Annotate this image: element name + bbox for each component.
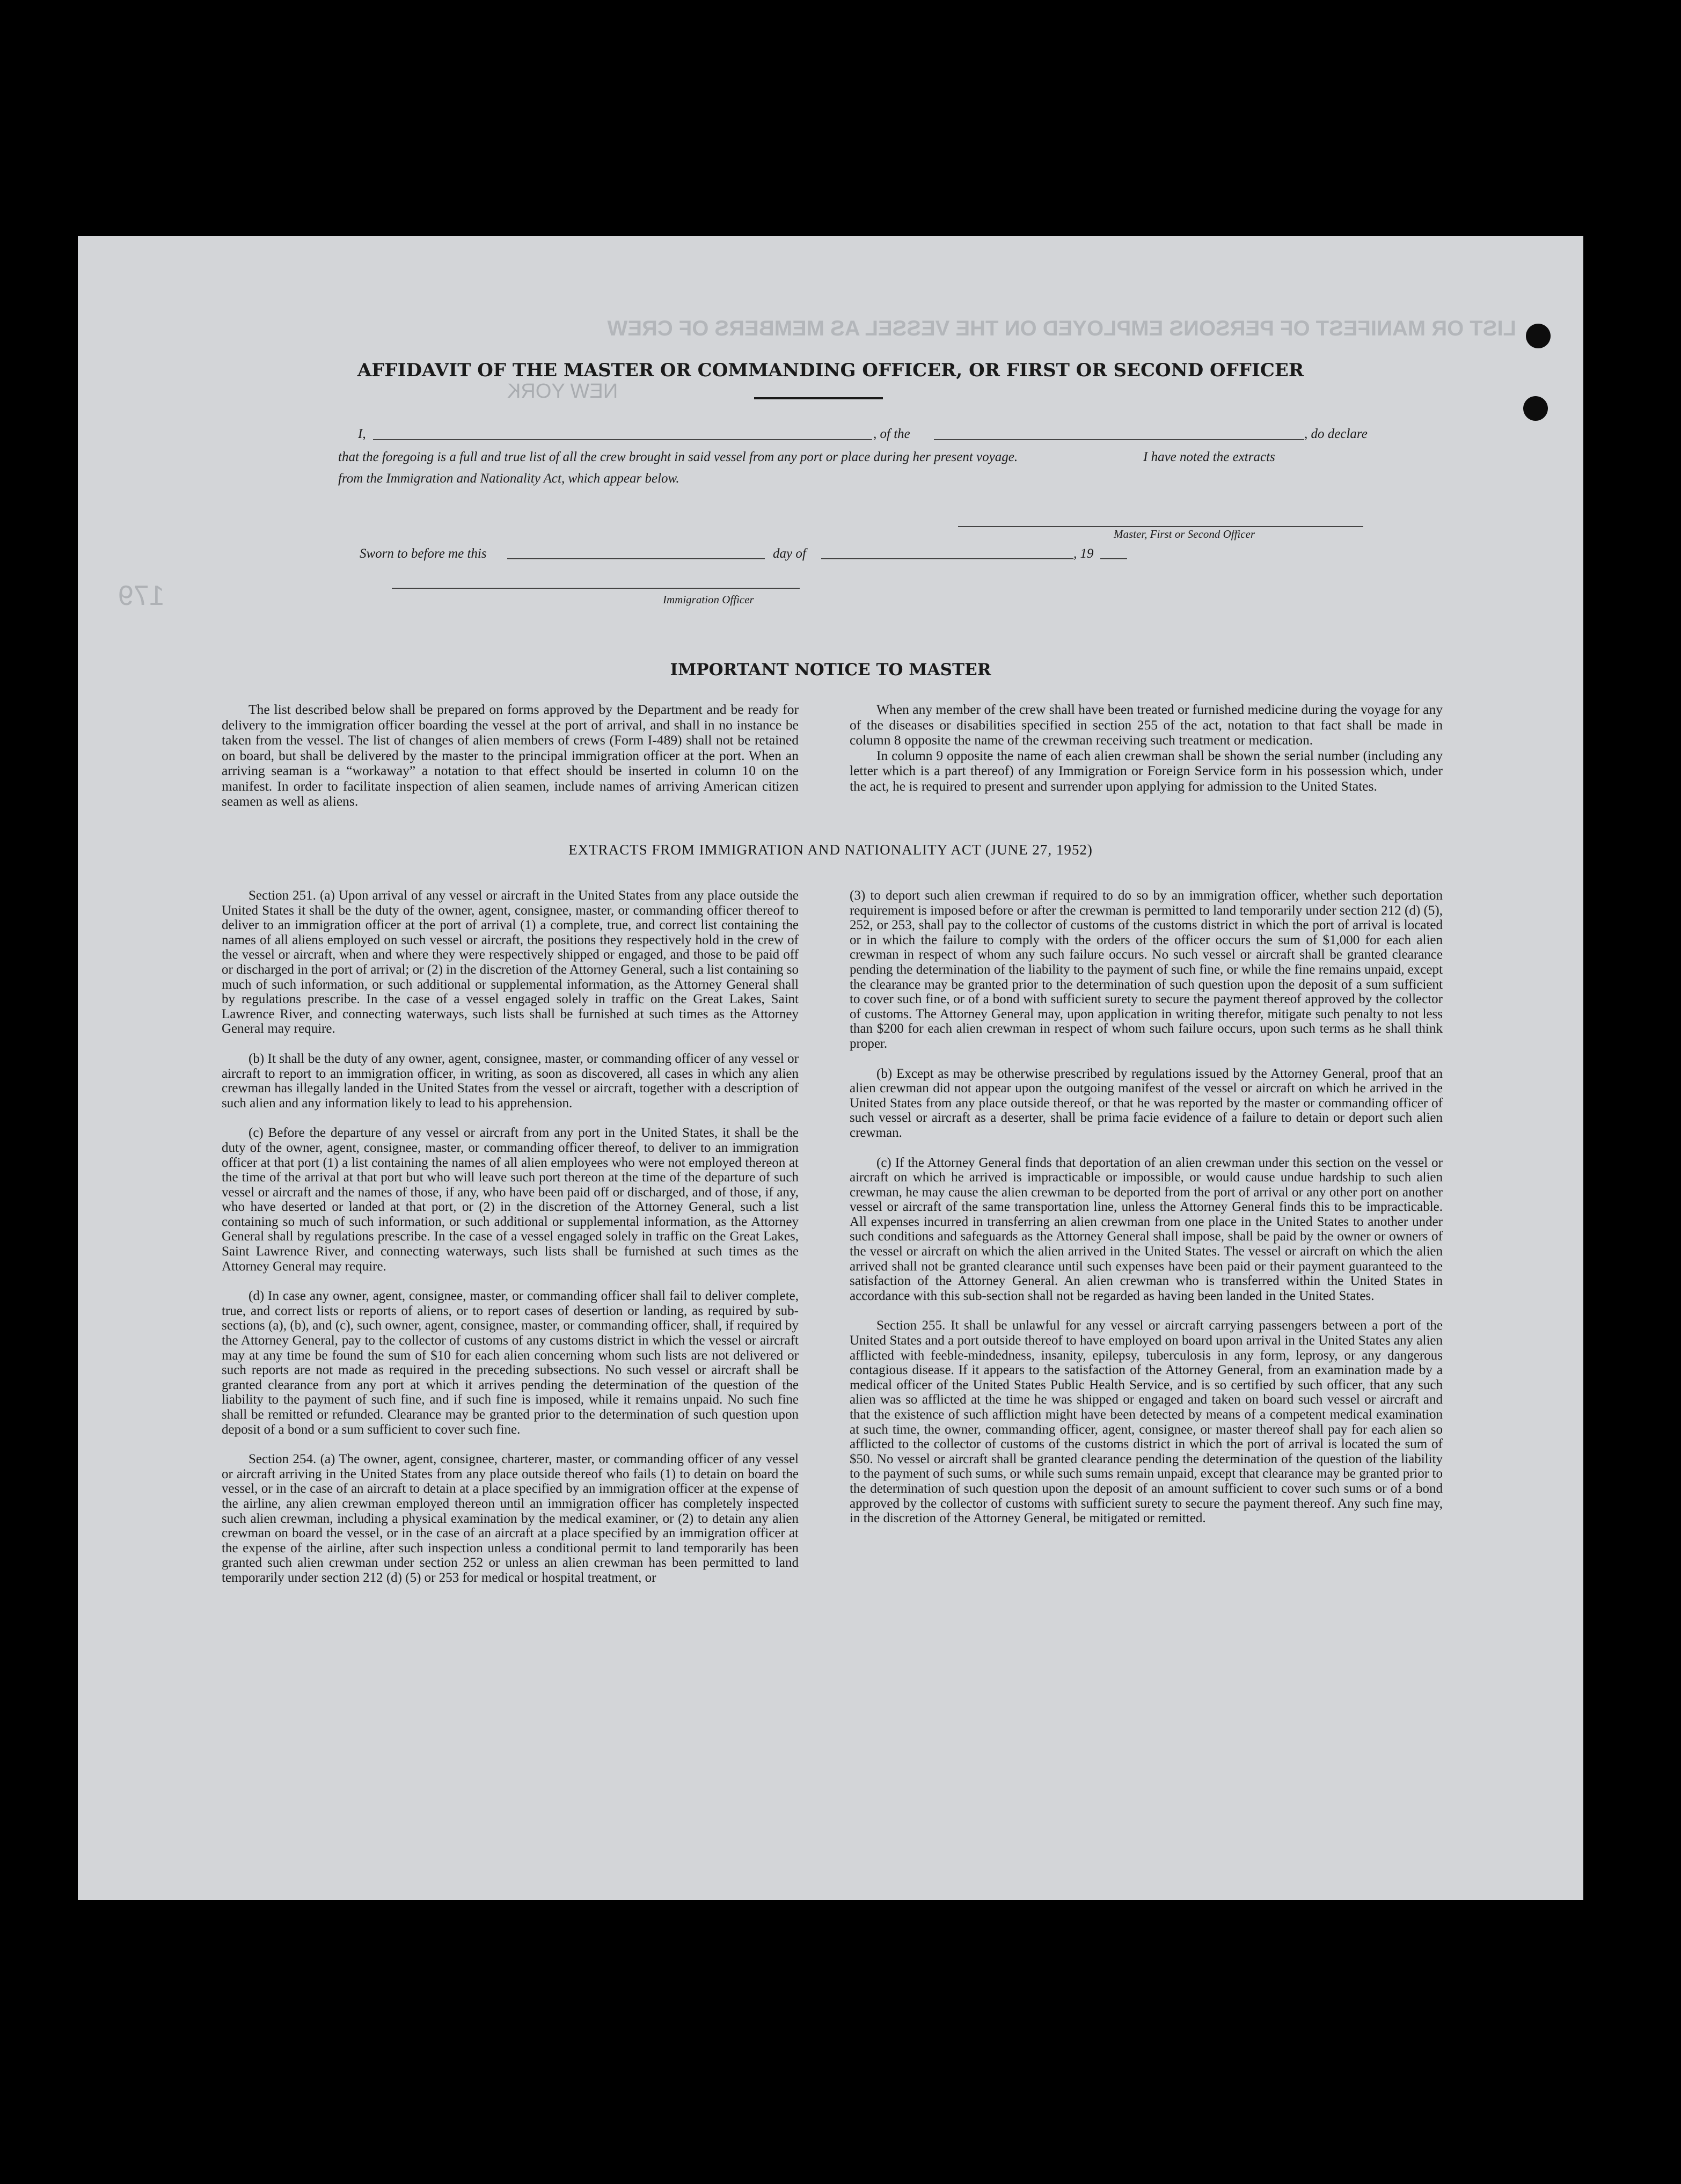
notice-title: IMPORTANT NOTICE TO MASTER	[670, 660, 991, 680]
vessel-line	[934, 439, 1304, 440]
notice-left-paragraph: The list described below shall be prepared on forms approved by the Department and be ready for delivery to the immigration officer boarding the vessel at the port of arrival, and shall in no instance be taken from the vessel. The list of changes of alien members of crews (Form I-489) shall not be retained on board, but shall be delivered by the master to the principal immigration officer at the port. When an arriving seaman is a “workaway” a notation to that effect should be inserted in column 10 on the manifest. In order to facilitate inspection of alien seamen, include names of arriving American citizen seamen as well as aliens.	[222, 702, 799, 809]
i-label: I,	[358, 427, 366, 441]
sworn-label: Sworn to before me this	[360, 546, 487, 561]
section-254-c: (c) If the Attorney General finds that deportation of an alien crewman under this section on the vessel or aircraft on which he arrived is impracticable or impossible, or would cause undue hardship to such alien crewman, he may cause the alien crewman to be deported from the port of arrival or any other port on another vessel or aircraft of the same transportation line, unless the Attorney General finds this to be impracticable. All expenses incurred in transferring an alien crewman from one place in the United States to another under such conditions and safeguards as the Attorney General shall impose, shall be paid by the owner or owners of the vessel or aircraft on which the alien arrived in the United States. The vessel or aircraft on which the alien arrived shall not be granted clearance until such expenses have been paid or their payment guaranteed to the satisfaction of the Attorney General. An alien crewman who is transferred within the United States in accordance with this sub-section shall not be regarded as having been landed in the United States.	[850, 1155, 1443, 1303]
document-page	[78, 236, 1583, 1900]
extracts-right-column	[850, 888, 1443, 1526]
section-254-a-continued: (3) to deport such alien crewman if required to do so by an immigration officer, whether such deportation requirement is imposed before or after the crewman is permitted to land temporarily under section 212 (d) (5), 252, or 253, shall pay to the collector of customs of the customs district in which the port of arrival is located or in which the failure to comply with the orders of the officer occurs the sum of $1,000 for each alien crewman in respect of whom any such failure occurs. No such vessel or aircraft shall be granted clearance pending the determination of the liability to the payment of such fine, or while the fine remains unpaid, except the clearance may be granted prior to the determination of such question upon the deposit of a sum sufficient to cover such fine, or of a bond with sufficient surety to secure the payment thereof approved by the collector of customs. The Attorney General may, upon application in writing therefor, mitigate such penalty to not less than $200 for each alien crewman in respect of whom such failure occurs, upon such terms as he shall think proper.	[850, 888, 1443, 1051]
year-line	[1100, 558, 1127, 559]
notice-right-paragraph-2: In column 9 opposite the name of each alien crewman shall be shown the serial number (including any letter which is a part thereof) of any Immigration or Foreign Service form in his possession which, under the act, he is required to present and surrender upon applying for admission to the United States.	[850, 747, 1443, 794]
bleed-through-number: 179	[118, 580, 165, 611]
bleed-through-port: NEW YORK	[507, 380, 618, 403]
affidavit-statement: that the foregoing is a full and true list of all the crew brought in said vessel from any port or place during her present voyage.	[338, 450, 1018, 464]
do-declare-label: , do declare	[1304, 427, 1368, 441]
affidavit-statement-extracts: I have noted the extracts	[1143, 450, 1275, 464]
section-254-b: (b) Except as may be otherwise prescribed by regulations issued by the Attorney General, proof that an alien crewman did not appear upon the outgoing manifest of the vessel or aircraft on which he arrived in the United States from any place outside thereof, or that he was reported by the master or commanding officer of such vessel or aircraft as a deserter, shall be prima facie evidence of a failure to detain or deport such alien crewman.	[850, 1066, 1443, 1140]
signature-line	[958, 526, 1363, 527]
month-line	[821, 558, 1073, 559]
section-251-c: (c) Before the departure of any vessel or aircraft from any port in the United States, it shall be the duty of the owner, agent, consignee, master, or commanding officer thereof, to deliver to an immigration officer at that port (1) a list containing the names of all alien employees who were not employed thereon at the time of the arrival at that port but who will leave such port thereon at the time of the departure of such vessel or aircraft and the names of those, if any, who have been paid off or discharged, and of those, if any, who have deserted or landed at that port, or (2) in the discretion of the Attorney General, such a list containing so much of such information, or such additional or supplemental information, as the Attorney General shall by regulations prescribe. In the case of a vessel engaged solely in traffic on the Great Lakes, Saint Lawrence River, and connecting waterways, such lists shall be furnished at such times as the Attorney General may require.	[222, 1126, 799, 1274]
extracts-left-column	[222, 888, 799, 1586]
section-254-a: Section 254. (a) The owner, agent, consignee, charterer, master, or commanding officer of any vessel or aircraft arriving in the United States from any place outside thereof who fails (1) to detain on board the vessel, or in the case of an aircraft to detain at a place specified by an immigration officer at the expense of the airline, any alien crewman employed thereon until an immigration officer has completely inspected such alien crewman, including a physical examination by the medical examiner, or (2) to detain any alien crewman on board the vessel, or in the case of an aircraft at a place specified by an immigration officer at the expense of the airline, after such inspection unless a conditional permit to land temporarily has been granted such alien crewman under section 252 or unless an alien crewman has been permitted to land temporarily under section 212 (d) (5) or 253 for medical or hospital treatment, or	[222, 1452, 799, 1585]
section-255: Section 255. It shall be unlawful for any vessel or aircraft carrying passengers between a port of the United States and a port outside thereof to have employed on board upon arrival in the United States any alien afflicted with feeble-mindedness, insanity, epilepsy, tuberculosis in any form, leprosy, or any dangerous contagious disease. If it appears to the satisfaction of the Attorney General, from an examination made by a medical officer of the United States Public Health Service, and is so certified by such officer, that any such alien was so afflicted at the time he was shipped or engaged and taken on board such vessel or aircraft and that the existence of such affliction might have been detected by means of a competent medical examination at such time, the owner, commanding officer, agent, consignee, or master thereof shall pay for each alien so afflicted to the collector of customs of the customs district in which the port of arrival is located the sum of $50. No vessel or aircraft shall be granted clearance pending the determination of the question of the liability to the payment of such sums, or while such sums remain unpaid, except that clearance may be granted prior to the determination of such question upon the deposit of an amount sufficient to cover such sums or of a bond approved by the collector of customs with sufficient surety to secure the payment thereof. Any such fine may, in the discretion of the Attorney General, be mitigated or remitted.	[850, 1318, 1443, 1526]
signature-label: Master, First or Second Officer	[1114, 528, 1255, 540]
section-251-b: (b) It shall be the duty of any owner, agent, consignee, master, or commanding officer of any vessel or aircraft to report to an immigration officer, in writing, as soon as discovered, all cases in which any alien crewman has illegally landed in the United States from the vessel or aircraft, together with a description of such alien and any information likely to lead to his apprehension.	[222, 1051, 799, 1111]
bleed-through-manifest-title: LIST OR MANIFEST OF PERSONS EMPLOYED ON THE VESSEL AS MEMBERS OF CREW	[607, 317, 1516, 340]
notice-left-column	[222, 702, 799, 809]
day-of-label: day of	[773, 546, 806, 561]
extracts-title: EXTRACTS FROM IMMIGRATION AND NATIONALITY ACT (JUNE 27, 1952)	[568, 842, 1093, 858]
officer-label: Immigration Officer	[663, 593, 754, 606]
section-251-d: (d) In case any owner, agent, consignee, master, or commanding officer shall fail to deliver complete, true, and correct lists or reports of aliens, or to report cases of desertion or landing, as required by sub-sections (a), (b), and (c), such owner, agent, consignee, master, or commanding officer, shall, if required by the Attorney General, pay to the collector of customs of any customs district in which the vessel or aircraft may at any time be found the sum of $10 for each alien concerning whom such lists are not delivered or such reports are not made as required in the preceding subsections. No such vessel or aircraft shall be granted clearance from any port at which it arrives pending the determination of the question of the liability to the payment of such fine, and if such fine is imposed, while it remains unpaid. No such fine shall be remitted or refunded. Clearance may be granted prior to the determination of such question upon deposit of a bond or a sum sufficient to cover such fine.	[222, 1289, 799, 1437]
affidavit-statement-act: from the Immigration and Nationality Act, which appear below.	[338, 471, 679, 486]
title-divider	[754, 397, 883, 399]
punch-hole-bottom	[1523, 396, 1548, 421]
year-label: , 19	[1073, 546, 1094, 561]
section-251-a: Section 251. (a) Upon arrival of any vessel or aircraft in the United States from any place outside the United States it shall be the duty of the owner, agent, consignee, master, or commanding officer thereof to deliver to an immigration officer at the port of arrival (1) a complete, true, and correct list containing the names of all aliens employed on such vessel or aircraft, the positions they respectively hold in the crew of the vessel or aircraft, when and where they were respectively shipped or engaged, and those to be paid off or discharged in the port of arrival; or (2) in the discretion of the Attorney General, such a list containing so much of such information, or such additional or supplemental information, as the Attorney General shall by regulations prescribe. In the case of a vessel engaged solely in traffic on the Great Lakes, Saint Lawrence River, and connecting waterways, such lists shall be furnished at such times as the Attorney General may require.	[222, 888, 799, 1036]
officer-signature-line	[392, 588, 800, 589]
name-line	[373, 439, 872, 440]
sworn-day-line	[507, 558, 765, 559]
notice-right-paragraph-1: When any member of the crew shall have been treated or furnished medicine during the voyage for any of the diseases or disabilities specified in section 255 of the act, notation to that fact shall be made in column 8 opposite the name of the crewman receiving such treatment or medication.	[850, 702, 1443, 748]
of-the-label: , of the	[873, 427, 910, 441]
affidavit-title: AFFIDAVIT OF THE MASTER OR COMMANDING OFFICER, OR FIRST OR SECOND OFFICER	[357, 360, 1304, 381]
notice-right-column	[850, 702, 1443, 794]
punch-hole-top	[1526, 324, 1551, 348]
